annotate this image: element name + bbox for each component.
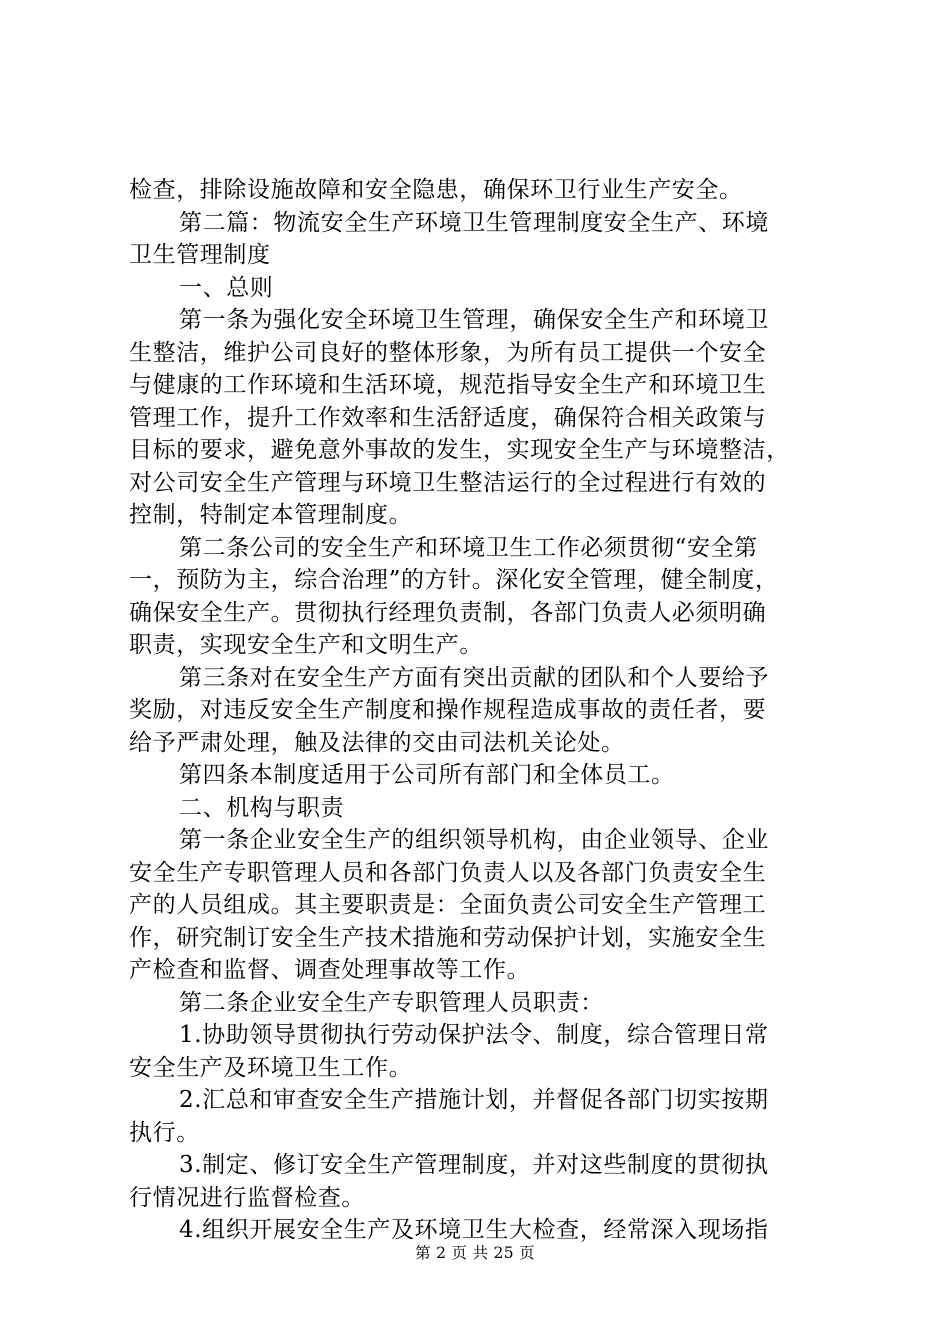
text-line: 确保安全生产。贯彻执行经理负责制，各部门负责人必须明确 — [129, 599, 767, 626]
text-line: 第二条企业安全生产专职管理人员职责： — [179, 989, 604, 1016]
text-line: 检查，排除设施故障和安全隐患，确保环卫行业生产安全。 — [129, 177, 743, 203]
text-line: 4.组织开展安全生产及环境卫生大检查，经常深入现场指 — [179, 1217, 769, 1243]
text-line: 第二条公司的安全生产和环境卫生工作必须贯彻“安全第 — [179, 534, 758, 561]
text-line: 产检查和监督、调查处理事故等工作。 — [129, 957, 531, 983]
text-line: 第二篇：物流安全生产环境卫生管理制度安全生产、环境 — [179, 209, 769, 236]
text-line: 一、总则 — [179, 274, 274, 301]
text-line: 生整洁，维护公司良好的整体形象，为所有员工提供一个安全 — [129, 339, 767, 366]
text-line: 第一条企业安全生产的组织领导机构，由企业领导、企业 — [179, 827, 769, 853]
text-line: 第一条为强化安全环境卫生管理，确保安全生产和环境卫 — [179, 307, 769, 333]
text-line: 对公司安全生产管理与环境卫生整洁运行的全过程进行有效的 — [129, 469, 767, 496]
text-line: 与健康的工作环境和生活环境，规范指导安全生产和环境卫生 — [129, 372, 767, 398]
text-line: 产的人员组成。其主要职责是：全面负责公司安全生产管理工 — [129, 892, 767, 918]
text-line: 职责，实现安全生产和文明生产。 — [129, 632, 483, 658]
text-line: 第四条本制度适用于公司所有部门和全体员工。 — [179, 762, 675, 788]
text-line: 安全生产专职管理人员和各部门负责人以及各部门负责安全生 — [129, 859, 767, 886]
text-line: 二、机构与职责 — [179, 794, 345, 821]
text-line: 2.汇总和审查安全生产措施计划，并督促各部门切实按期 — [179, 1087, 769, 1113]
page-footer: 第 2 页 共 25 页 — [415, 1244, 535, 1262]
text-line: 执行。 — [129, 1119, 200, 1146]
text-line: 一，预防为主，综合治理”的方针。深化安全管理，健全制度， — [129, 567, 779, 593]
text-line: 奖励，对违反安全生产制度和操作规程造成事故的责任者，要 — [129, 697, 767, 723]
text-line: 管理工作，提升工作效率和生活舒适度，确保符合相关政策与 — [129, 404, 767, 431]
text-line: 安全生产及环境卫生工作。 — [129, 1054, 413, 1081]
text-line: 目标的要求，避免意外事故的发生，实现安全生产与环境整洁， — [129, 437, 790, 463]
text-line: 3.制定、修订安全生产管理制度，并对这些制度的贯彻执 — [179, 1152, 769, 1178]
text-line: 行情况进行监督检查。 — [129, 1184, 365, 1211]
text-line: 第三条对在安全生产方面有突出贡献的团队和个人要给予 — [179, 664, 769, 691]
text-line: 卫生管理制度 — [129, 242, 271, 268]
text-line: 控制，特制定本管理制度。 — [129, 502, 413, 528]
text-line: 给予严肃处理，触及法律的交由司法机关论处。 — [129, 729, 625, 756]
text-line: 1.协助领导贯彻执行劳动保护法令、制度，综合管理日常 — [179, 1022, 769, 1048]
text-line: 作，研究制订安全生产技术措施和劳动保护计划，实施安全生 — [129, 924, 767, 951]
document-body — [129, 174, 831, 1247]
